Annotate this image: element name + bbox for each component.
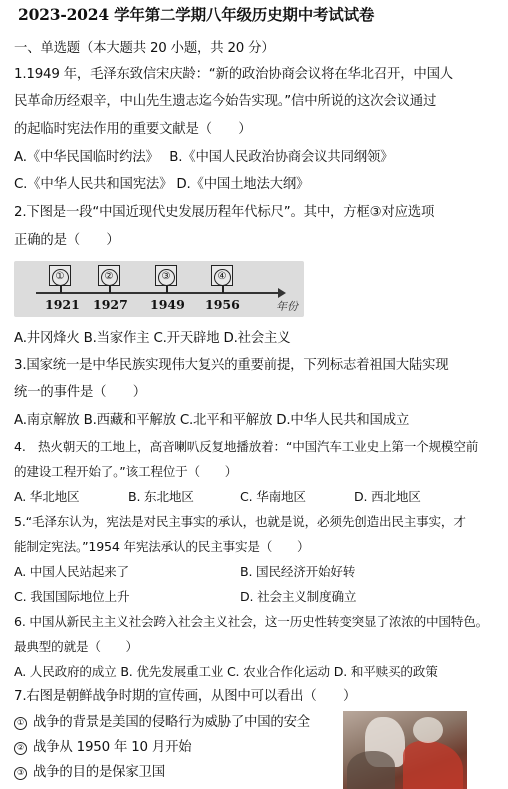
q4-option-a: A. 华北地区 bbox=[14, 489, 80, 504]
q4-option-d: D. 西北地区 bbox=[354, 489, 421, 504]
q2-line-2: 正确的是（ ） bbox=[14, 233, 120, 248]
timeline-box-4: ④ bbox=[211, 265, 233, 286]
timeline-ruler bbox=[14, 261, 304, 317]
timeline-tick bbox=[60, 285, 62, 293]
q1-options-cd: C.《中华人民共和国宪法》 D.《中国土地法大纲》 bbox=[14, 177, 310, 192]
q3-line-2: 统一的事件是（ ） bbox=[14, 385, 146, 400]
q3-line-1: 3.国家统一是中华民族实现伟大复兴的重要前提，下列标志着祖国大陆实现 bbox=[14, 358, 449, 373]
q4-line-2: 的建设工程开始了。”该工程位于（ ） bbox=[14, 464, 238, 479]
q7-item-2: ② 战争从 1950 年 10 月开始 bbox=[14, 739, 191, 757]
timeline-box-3: ③ bbox=[155, 265, 177, 286]
timeline-unit: 年份 bbox=[276, 300, 298, 313]
q7-line-1: 7.右图是朝鲜战争时期的宣传画，从图中可以看出（ ） bbox=[14, 689, 357, 704]
q1-line-3: 的起临时宪法作用的重要文献是（ ） bbox=[14, 122, 252, 137]
q5-line-1: 5.“毛泽东认为，宪法是对民主事实的承认，也就是说，必须先创造出民主事实，才 bbox=[14, 514, 466, 529]
q5-option-c: C. 我国国际地位上升 bbox=[14, 589, 130, 604]
q4-option-b: B. 东北地区 bbox=[128, 489, 194, 504]
q4-option-c: C. 华南地区 bbox=[240, 489, 306, 504]
q6-line-1: 6. 中国从新民主主义社会跨入社会主义社会，这一历史性转变突显了浓浓的中国特色。 bbox=[14, 614, 488, 629]
timeline-year-4: 1956 bbox=[205, 297, 240, 312]
q1-line-2: 民革命历经艰辛，中山先生遗志迄今始告实现。”信中所说的这次会议通过 bbox=[14, 94, 437, 109]
timeline-box-1: ① bbox=[49, 265, 71, 286]
q7-item-3: ③ 战争的目的是保家卫国 bbox=[14, 764, 165, 782]
q5-option-d: D. 社会主义制度确立 bbox=[240, 589, 357, 604]
timeline-arrow-icon bbox=[278, 288, 286, 298]
timeline-axis bbox=[36, 292, 282, 294]
exam-title: 2023-2024 学年第二学期八年级历史期中考试试卷 bbox=[18, 5, 375, 24]
q4-line-1: 4. 热火朝天的工地上，高音喇叭反复地播放着：“中国汽车工业史上第一个规模空前 bbox=[14, 439, 479, 454]
q6-line-2: 最典型的就是（ ） bbox=[14, 639, 138, 654]
timeline-year-2: 1927 bbox=[93, 297, 128, 312]
section-heading: 一、单选题（本大题共 20 小题，共 20 分） bbox=[14, 41, 275, 56]
q5-line-2: 能制定宪法。”1954 年宪法承认的民主事实是（ ） bbox=[14, 539, 310, 554]
timeline-tick bbox=[222, 285, 224, 293]
propaganda-poster-image bbox=[343, 711, 467, 789]
q1-line-1: 1.1949 年，毛泽东致信宋庆龄：“新的政治协商会议将在华北召开，中国人 bbox=[14, 67, 453, 82]
q2-options: A.井冈烽火 B.当家作主 C.开天辟地 D.社会主义 bbox=[14, 331, 291, 346]
q2-line-1: 2.下图是一段“中国近现代史发展历程年代标尺”。其中，方框③对应选项 bbox=[14, 205, 435, 220]
q7-item-1: ① 战争的背景是美国的侵略行为威胁了中国的安全 bbox=[14, 714, 310, 732]
q6-options: A. 人民政府的成立 B. 优先发展重工业 C. 农业合作化运动 D. 和平赎买的政策 bbox=[14, 664, 438, 679]
timeline-tick bbox=[166, 285, 168, 293]
timeline-box-2: ② bbox=[98, 265, 120, 286]
timeline-year-3: 1949 bbox=[150, 297, 185, 312]
timeline-tick bbox=[109, 285, 111, 293]
q5-option-b: B. 国民经济开始好转 bbox=[240, 564, 356, 579]
timeline-year-1: 1921 bbox=[45, 297, 80, 312]
q1-options-ab: A.《中华民国临时约法》 B.《中国人民政治协商会议共同纲领》 bbox=[14, 150, 394, 165]
q3-options: A.南京解放 B.西藏和平解放 C.北平和平解放 D.中华人民共和国成立 bbox=[14, 413, 410, 428]
q5-option-a: A. 中国人民站起来了 bbox=[14, 564, 129, 579]
